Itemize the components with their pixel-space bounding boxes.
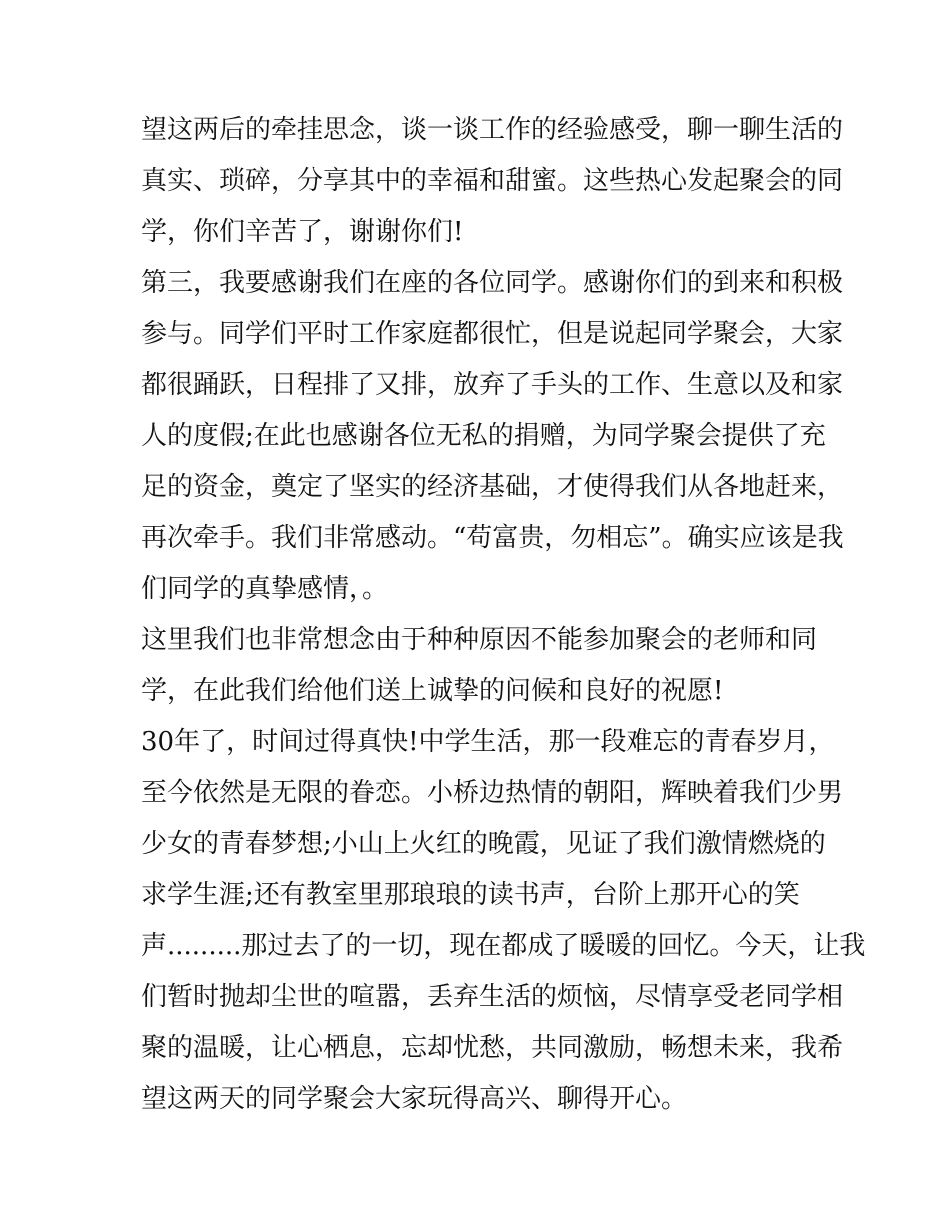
body-text [141, 105, 866, 1125]
text-line: 都很踊跃，日程排了又排，放弃了手头的工作、生意以及和家 [141, 370, 844, 400]
text-line: 足的资金，奠定了坚实的经济基础，才使得我们从各地赶来， [141, 472, 844, 502]
text-line: 人的度假;在此也感谢各位无私的捐赠，为同学聚会提供了充 [141, 421, 826, 451]
text-line: 少女的青春梦想;小山上火红的晚霞，见证了我们激情燃烧的 [141, 829, 826, 859]
text-line: 声.........那过去了的一切，现在都成了暖暖的回忆。今天，让我 [141, 931, 866, 961]
text-line: 聚的温暖，让心栖息，忘却忧愁，共同激励，畅想未来，我希 [141, 1033, 844, 1063]
text-line: 们同学的真挚感情，。 [141, 574, 389, 604]
text-line: 望这两天的同学聚会大家玩得高兴、聊得开心。 [141, 1084, 688, 1114]
text-line: 第三，我要感谢我们在座的各位同学。感谢你们的到来和积极 [141, 268, 844, 298]
text-line: 们暂时抛却尘世的喧嚣，丢弃生活的烦恼，尽情享受老同学相 [141, 982, 844, 1012]
text-line: 真实、琐碎，分享其中的幸福和甜蜜。这些热心发起聚会的同 [141, 166, 844, 196]
text-line: 至今依然是无限的眷恋。小桥边热情的朝阳，辉映着我们少男 [141, 778, 844, 808]
text-line: 望这两后的牵挂思念，谈一谈工作的经验感受，聊一聊生活的 [141, 115, 844, 145]
text-line: 求学生涯;还有教室里那琅琅的读书声，台阶上那开心的笑 [141, 880, 800, 910]
text-line: 这里我们也非常想念由于种种原因不能参加聚会的老师和同 [141, 625, 818, 655]
text-line: 再次牵手。我们非常感动。“苟富贵，勿相忘”。确实应该是我 [141, 523, 844, 553]
text-line: 30年了，时间过得真快!中学生活，那一段难忘的青春岁月， [141, 727, 835, 757]
text-line: 学，在此我们给他们送上诚挚的问候和良好的祝愿! [141, 676, 724, 706]
text-line: 学，你们辛苦了，谢谢你们! [141, 217, 464, 247]
text-line: 参与。同学们平时工作家庭都很忙，但是说起同学聚会，大家 [141, 319, 844, 349]
